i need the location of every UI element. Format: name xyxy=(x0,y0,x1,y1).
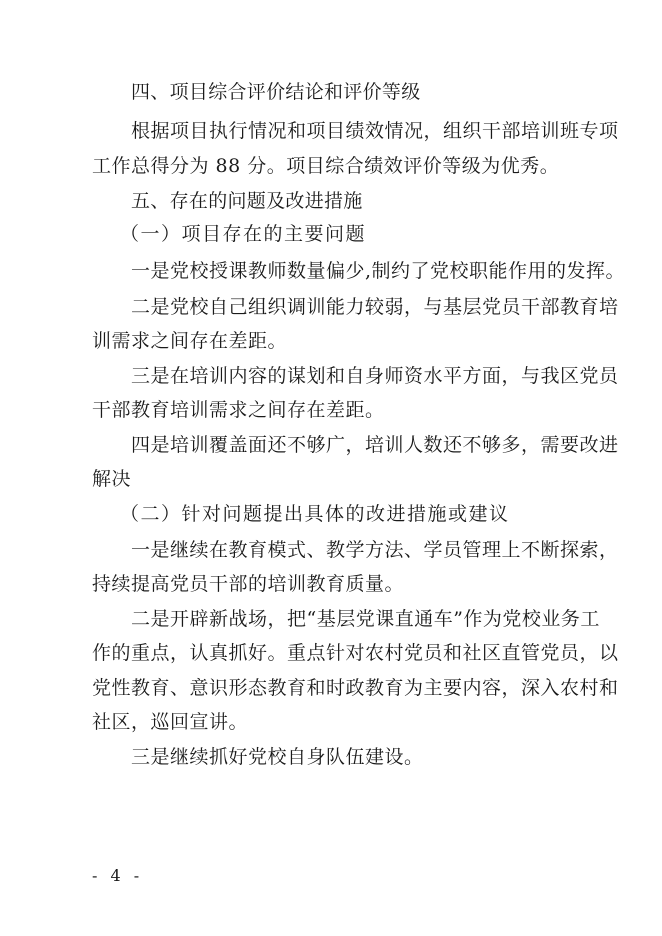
section5-heading: 五、存在的问题及改进措施 xyxy=(131,190,363,212)
measure2-line1: 二是开辟新战场，把“基层党课直通车”作为党校业务工 xyxy=(131,608,600,630)
section4-para-line2: 工作总得分为 88 分。项目综合绩效评价等级为优秀。 xyxy=(92,155,560,177)
page-number: - 4 - xyxy=(92,866,144,885)
problem2-line1: 二是党校自己组织调训能力较弱，与基层党员干部教育培 xyxy=(131,296,619,318)
measure1-line2: 持续提高党员干部的培训教育质量。 xyxy=(92,573,405,595)
problem4-line1: 四是培训覆盖面还不够广，培训人数还不够多，需要改进 xyxy=(131,434,619,456)
problem4-line2: 解决 xyxy=(92,468,132,490)
problem2-line2: 训需求之间存在差距。 xyxy=(92,330,288,352)
section4-para-line1: 根据项目执行情况和项目绩效情况，组织干部培训班专项 xyxy=(131,120,619,142)
problem3-line2: 干部教育培训需求之间存在差距。 xyxy=(92,399,385,421)
section5-sub1: （一）项目存在的主要问题 xyxy=(120,223,367,245)
measure1-line1: 一是继续在教育模式、教学方法、学员管理上不断探索， xyxy=(131,539,619,561)
measure2-line2: 作的重点，认真抓好。重点针对农村党员和社区直管党员，以 xyxy=(92,642,619,664)
problem1-line1: 一是党校授课教师数量偏少,制约了党校职能作用的发挥。 xyxy=(131,260,626,282)
measure2-line3: 党性教育、意识形态教育和时政教育为主要内容，深入农村和 xyxy=(92,677,619,699)
problem3-line1: 三是在培训内容的谋划和自身师资水平方面，与我区党员 xyxy=(131,365,619,387)
measure3-line1: 三是继续抓好党校自身队伍建设。 xyxy=(131,746,424,768)
measure2-line4: 社区，巡回宣讲。 xyxy=(92,711,249,733)
section5-sub2: （二）针对问题提出具体的改进措施或建议 xyxy=(120,503,510,525)
section4-heading: 四、项目综合评价结论和评价等级 xyxy=(131,81,421,103)
